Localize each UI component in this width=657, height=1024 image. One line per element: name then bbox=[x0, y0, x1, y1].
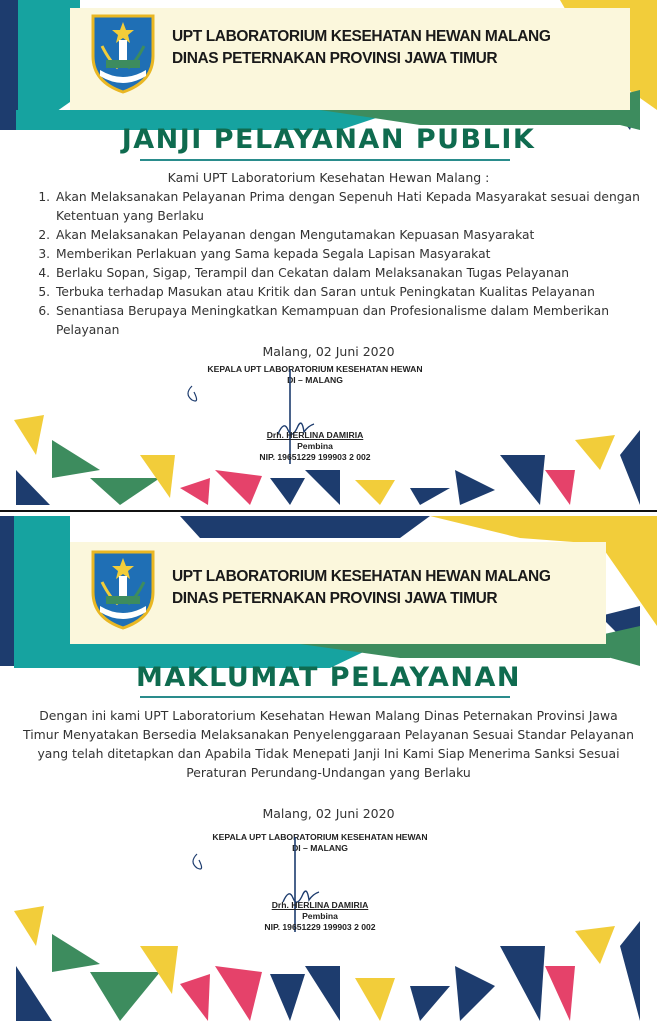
promise-list bbox=[38, 188, 654, 340]
list-item: 2. Akan Melaksanakan Pelayanan dengan Mengutamakan Kepuasan Masyarakat bbox=[54, 226, 654, 245]
official-name: Drh. HERLINA DAMIRIA bbox=[271, 900, 369, 910]
place-date: Malang, 02 Juni 2020 bbox=[262, 344, 395, 359]
statement-text: Dengan ini kami UPT Laboratorium Kesehatan Hewan Malang Dinas Peternakan Provinsi Jawa Timur Menyatakan Bersedia Melaksanakan Penyelenggaraan Pelayanan Sesuai Standar Pelayanan yang telah ditetapkan dan Apabila Tidak Menepati Janji Ini Kami Siap Menerima Sanksi Sesuai Peraturan Perundang-Undangan yang Berlaku bbox=[23, 708, 634, 780]
official-rank: Pembina bbox=[302, 911, 338, 921]
org-line-1: UPT LABORATORIUM KESEHATAN HEWAN MALANG bbox=[172, 568, 551, 585]
official-rank: Pembina bbox=[297, 441, 333, 451]
organization-name bbox=[172, 26, 551, 70]
official-name-block bbox=[245, 900, 395, 933]
list-item: 1. Akan Melaksanakan Pelayanan Prima dengan Sepenuh Hati Kepada Masyarakat sesuai dengan Ketentuan yang Berlaku bbox=[54, 188, 654, 226]
page-title: JANJI PELAYANAN PUBLIK bbox=[121, 124, 536, 155]
title-underline bbox=[140, 696, 510, 698]
organization-name bbox=[172, 566, 551, 610]
head-line-2: DI – MALANG bbox=[292, 843, 348, 853]
head-line-1: KEPALA UPT LABORATORIUM KESEHATAN HEWAN bbox=[212, 832, 428, 842]
official-name-block bbox=[240, 430, 390, 463]
maklumat-pelayanan-card bbox=[0, 516, 657, 1024]
title-underline bbox=[140, 159, 510, 161]
head-line-2: DI – MALANG bbox=[287, 375, 343, 385]
list-item: 6. Senantiasa Berupaya Meningkatkan Kemampuan dan Profesionalisme dalam Memberikan Pelayanan bbox=[54, 302, 654, 340]
org-line-2: DINAS PETERNAKAN PROVINSI JAWA TIMUR bbox=[172, 590, 498, 607]
east-java-coat-of-arms-icon bbox=[88, 12, 158, 94]
official-name: Drh. HERLINA DAMIRIA bbox=[266, 430, 364, 440]
official-nip: NIP. 19651229 199903 2 002 bbox=[264, 922, 376, 932]
official-nip: NIP. 19651229 199903 2 002 bbox=[259, 452, 371, 462]
list-item: 3. Memberikan Perlakuan yang Sama kepada Segala Lapisan Masyarakat bbox=[54, 245, 654, 264]
list-item: 4. Berlaku Sopan, Sigap, Terampil dan Cekatan dalam Melaksanakan Tugas Pelayanan bbox=[54, 264, 654, 283]
intro-text: Kami UPT Laboratorium Kesehatan Hewan Malang : bbox=[167, 170, 490, 185]
page-title: MAKLUMAT PELAYANAN bbox=[135, 662, 522, 693]
org-line-2: DINAS PETERNAKAN PROVINSI JAWA TIMUR bbox=[172, 50, 498, 67]
org-line-1: UPT LABORATORIUM KESEHATAN HEWAN MALANG bbox=[172, 28, 551, 45]
janji-pelayanan-card bbox=[0, 0, 657, 510]
east-java-coat-of-arms-icon bbox=[88, 548, 158, 630]
list-item: 5. Terbuka terhadap Masukan atau Kritik dan Saran untuk Peningkatan Kualitas Pelayanan bbox=[54, 283, 654, 302]
head-line-1: KEPALA UPT LABORATORIUM KESEHATAN HEWAN bbox=[207, 364, 423, 374]
place-date: Malang, 02 Juni 2020 bbox=[262, 806, 395, 821]
